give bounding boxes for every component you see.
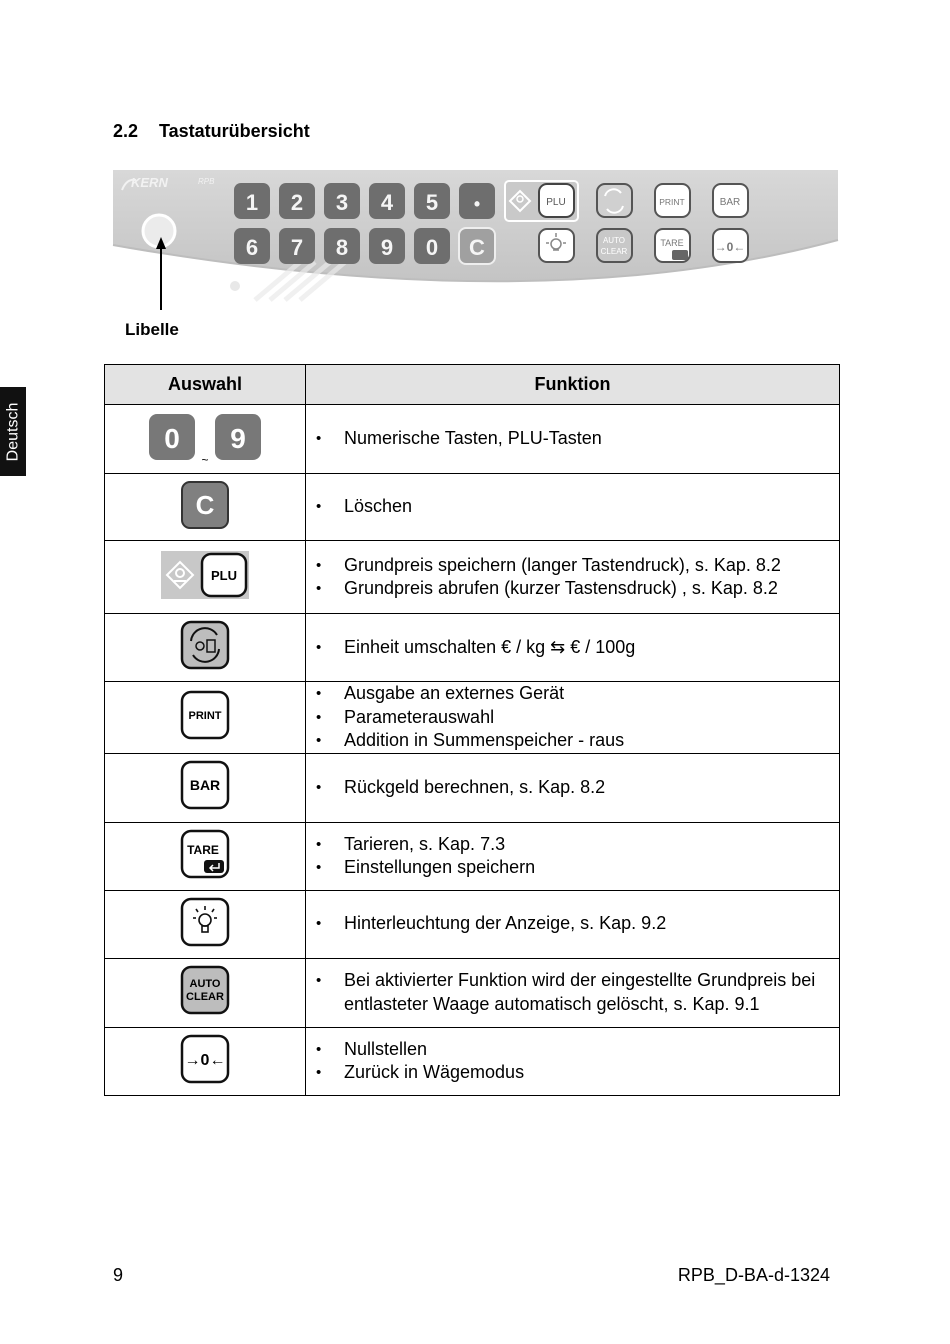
function-item: • Tarieren, s. Kap. 7.3 xyxy=(316,833,839,857)
panel-digit-key-label: 2 xyxy=(290,190,304,215)
model-label: RPB xyxy=(198,177,215,186)
panel-auto-clear-key xyxy=(597,229,632,262)
function-item: • Parameterauswahl xyxy=(316,706,839,730)
svg-text:BAR: BAR xyxy=(719,197,741,208)
svg-text:BAR: BAR xyxy=(189,777,221,793)
tare-key-icon xyxy=(179,828,231,880)
svg-text:→0←: →0← xyxy=(714,240,746,254)
header-function: Funktion xyxy=(306,365,840,405)
table-row xyxy=(105,890,840,958)
bar-key-icon xyxy=(179,759,231,811)
svg-text:PRINT: PRINT xyxy=(659,197,685,207)
panel-digit-key-label: 8 xyxy=(335,235,349,260)
key-cell-zero xyxy=(105,1027,306,1095)
key-cell-backlight xyxy=(105,890,306,958)
table-row xyxy=(105,822,840,890)
unit-switch-key-icon xyxy=(179,619,231,671)
section-title: Tastaturübersicht xyxy=(159,121,310,141)
libelle-label: Libelle xyxy=(125,320,179,339)
function-item: • Bei aktivierter Funktion wird der eingestellte Grundpreis bei entlasteter Waage automatisch gelöscht, s. Kap. 9.1 xyxy=(316,969,839,1016)
table-row xyxy=(105,958,840,1027)
svg-text:9: 9 xyxy=(230,422,246,454)
backlight-key-icon xyxy=(179,896,231,948)
function-list xyxy=(316,495,839,519)
key-cell-bar xyxy=(105,753,306,822)
function-list xyxy=(316,1038,839,1085)
function-item: • Rückgeld berechnen, s. Kap. 8.2 xyxy=(316,776,839,800)
svg-text:PLU: PLU xyxy=(211,567,237,583)
table-row xyxy=(105,474,840,541)
svg-text:TARE: TARE xyxy=(660,238,684,248)
clear-key-icon xyxy=(180,480,230,530)
panel-digit-key-label: 9 xyxy=(380,235,394,260)
key-function-table xyxy=(104,364,840,1096)
key-cell-tare xyxy=(105,822,306,890)
table-row xyxy=(105,541,840,614)
function-list xyxy=(316,776,839,800)
document-id: RPB_D-BA-d-1324 xyxy=(677,1265,830,1285)
function-list xyxy=(316,912,839,936)
function-list xyxy=(316,969,839,1016)
language-tab-label: Deutsch xyxy=(4,402,22,461)
function-item: • Nullstellen xyxy=(316,1038,839,1062)
svg-text:AUTO: AUTO xyxy=(602,236,626,245)
digit-keys-icon xyxy=(145,407,265,467)
panel-digit-key-label: 7 xyxy=(290,235,304,260)
panel-digit-key-label: 3 xyxy=(335,190,349,215)
table-row xyxy=(105,682,840,754)
table-row xyxy=(105,405,840,474)
function-list xyxy=(316,682,839,753)
table-header-row xyxy=(105,365,840,405)
function-item: • Grundpreis abrufen (kurzer Tastensdruck) , s. Kap. 8.2 xyxy=(316,577,839,601)
svg-text:~: ~ xyxy=(201,452,209,467)
key-cell-digits xyxy=(105,405,306,474)
function-item: • Ausgabe an externes Gerät xyxy=(316,682,839,706)
table-row xyxy=(105,1027,840,1095)
brand-logo: KERN xyxy=(131,175,168,190)
table-row xyxy=(105,753,840,822)
panel-digit-key-label: 1 xyxy=(245,190,259,215)
svg-text:AUTO: AUTO xyxy=(189,978,221,990)
svg-text:→0←: →0← xyxy=(184,1051,226,1069)
function-item: • Addition in Summenspeicher - raus xyxy=(316,729,839,753)
function-list xyxy=(316,554,839,601)
svg-text:TARE: TARE xyxy=(187,842,219,857)
panel-digit-key-label: • xyxy=(473,194,481,214)
function-item: • Einheit umschalten € / kg ⇆ € / 100g xyxy=(316,636,839,660)
function-item: • Grundpreis speichern (langer Tastendruck), s. Kap. 8.2 xyxy=(316,554,839,578)
function-item: • Löschen xyxy=(316,495,839,519)
page-number: 9 xyxy=(113,1265,124,1285)
function-item: • Hinterleuchtung der Anzeige, s. Kap. 9.2 xyxy=(316,912,839,936)
auto-clear-key-icon xyxy=(179,964,231,1016)
svg-text:C: C xyxy=(195,489,215,520)
key-cell-unit-switch xyxy=(105,614,306,682)
panel-digit-key-label: C xyxy=(469,235,485,260)
key-cell-print xyxy=(105,682,306,754)
key-cell-clear xyxy=(105,474,306,541)
function-item: • Einstellungen speichern xyxy=(316,856,839,880)
svg-text:CLEAR: CLEAR xyxy=(186,991,224,1003)
key-cell-auto-clear xyxy=(105,958,306,1027)
function-item: • Zurück in Wägemodus xyxy=(316,1061,839,1085)
svg-text:CLEAR: CLEAR xyxy=(600,247,628,256)
panel-digit-key-label: 5 xyxy=(425,190,439,215)
panel-digit-key-label: 6 xyxy=(245,235,259,260)
keyboard-panel xyxy=(0,0,950,345)
language-tab xyxy=(0,387,26,476)
function-item: • Numerische Tasten, PLU-Tasten xyxy=(316,427,839,451)
print-key-icon xyxy=(179,689,231,741)
header-selection: Auswahl xyxy=(105,365,306,405)
function-list xyxy=(316,636,839,660)
svg-text:0: 0 xyxy=(164,422,180,454)
svg-text:PRINT: PRINT xyxy=(188,709,222,722)
section-number: 2.2 xyxy=(113,121,139,141)
function-list xyxy=(316,833,839,880)
key-cell-plu xyxy=(105,541,306,614)
table-row xyxy=(105,614,840,682)
zero-key-icon xyxy=(179,1033,231,1085)
panel-digit-key-label: 0 xyxy=(425,235,439,260)
svg-text:PLU: PLU xyxy=(546,197,566,208)
function-list xyxy=(316,427,839,451)
panel-digit-key-label: 4 xyxy=(380,190,394,215)
plu-key-icon xyxy=(160,549,250,601)
